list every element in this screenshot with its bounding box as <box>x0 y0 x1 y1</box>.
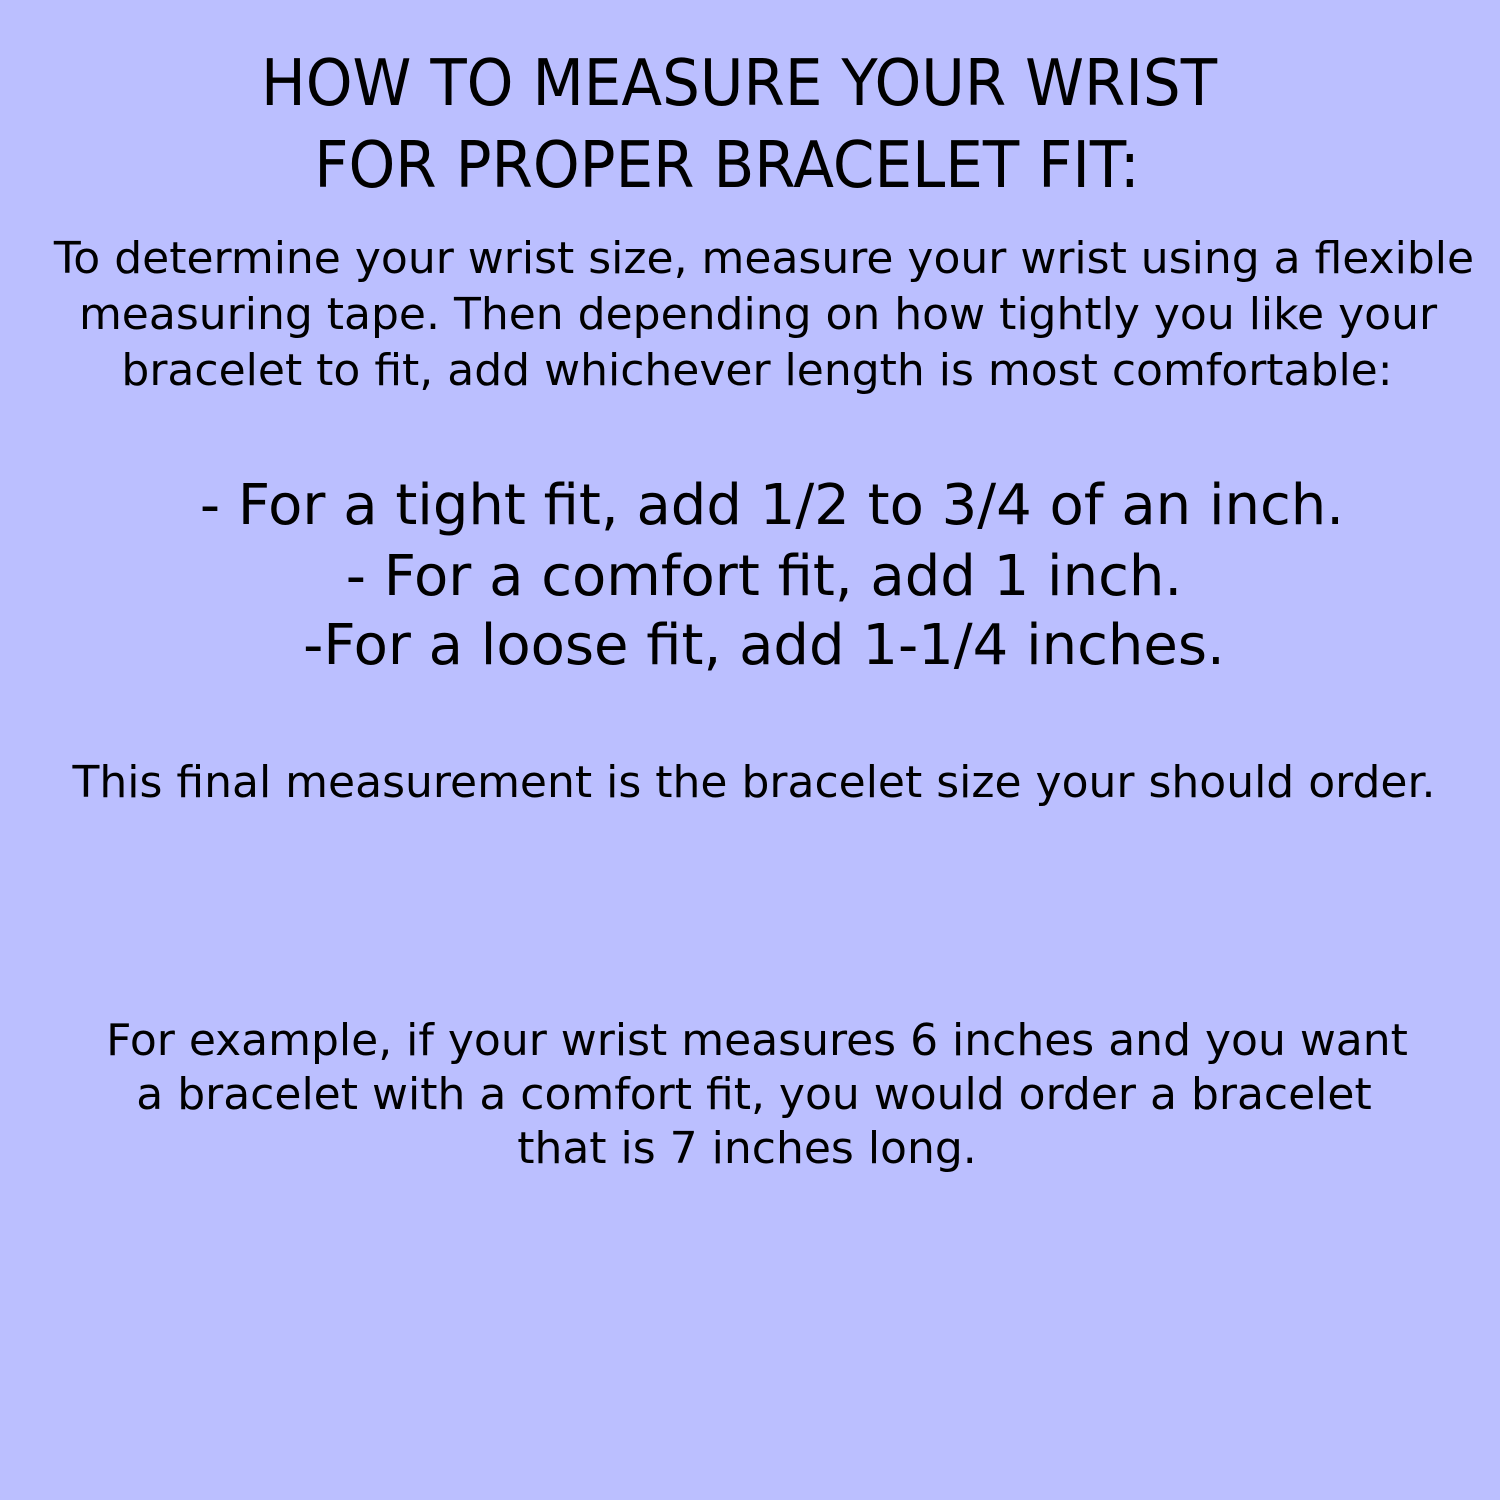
intro-line-2: measuring tape. Then depending on how tightly you like your <box>78 289 1438 340</box>
page-title-line-1: HOW TO MEASURE YOUR WRIST <box>260 47 1218 121</box>
fit-option-loose: -For a loose fit, add 1-1/4 inches. <box>303 613 1225 678</box>
example-line-1: For example, if your wrist measures 6 inches and you want <box>106 1015 1408 1066</box>
example-line-2: a bracelet with a comfort fit, you would order a bracelet <box>136 1069 1372 1120</box>
fit-option-comfort: - For a comfort fit, add 1 inch. <box>345 544 1183 609</box>
intro-line-3: bracelet to fit, add whichever length is most comfortable: <box>121 345 1393 396</box>
example-line-3: that is 7 inches long. <box>517 1123 977 1174</box>
fit-option-tight: - For a tight fit, add 1/2 to 3/4 of an inch. <box>199 473 1345 538</box>
intro-line-1: To determine your wrist size, measure your wrist using a flexible <box>53 233 1475 284</box>
page-title-line-2: FOR PROPER BRACELET FIT: <box>314 129 1140 203</box>
final-measurement-note: This final measurement is the bracelet size your should order. <box>72 757 1436 808</box>
